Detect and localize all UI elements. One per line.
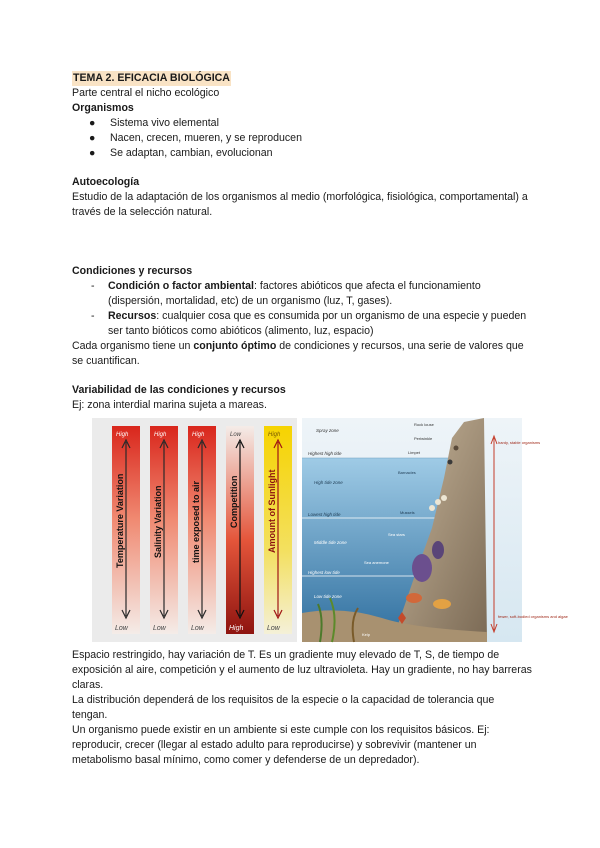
bar-top-label: High (192, 432, 205, 438)
zone-label: High tide zone (314, 480, 343, 485)
autoecologia-heading: Autoecología (72, 176, 140, 188)
condiciones-paragraph: Cada organismo tiene un conjunto óptimo de condiciones y recursos, una serie de valores que se cuantifican. (72, 340, 524, 367)
bar-top-label: High (268, 432, 281, 438)
zone-label: Highest high tide (308, 451, 342, 456)
condiciones-list (72, 279, 532, 339)
bullet-icon: ● (89, 147, 96, 159)
organism-label: Periwinkle (414, 436, 433, 441)
organism-label: Sea stars (388, 532, 405, 537)
list-item: ● Nacen, crecen, mueren, y se reproducen (89, 132, 302, 144)
zone-label: Lowest high tide (308, 512, 341, 517)
list-item: ● Sistema vivo elemental (89, 117, 219, 129)
organism-label: Limpet (408, 450, 421, 455)
organism-label: Sea anemone (364, 560, 389, 565)
bar-bottom-label: Low (153, 625, 166, 632)
list-item: - Recursos: cualquier cosa que es consumida por un organismo de una especie y pueden ser tanto bióticos como abióticos (alimento, luz, espacio) (91, 310, 527, 337)
condiciones-heading: Condiciones y recursos (72, 265, 193, 277)
document-title: TEMA 2. EFICACIA BIOLÓGICA (73, 72, 230, 84)
salinity-variation-label: Salinity Variation (153, 485, 163, 558)
intertidal-figure (92, 418, 568, 642)
temperature-variation-label: Temperature Variation (115, 473, 125, 568)
subtitle: Parte central el nicho ecológico (72, 87, 220, 99)
bar-top-label: Low (230, 432, 242, 438)
bar-bottom-label: Low (267, 625, 280, 632)
side-label-bottom: fewer, soft-bodied organisms and algae (498, 614, 568, 619)
bar-bottom-label: Low (191, 625, 204, 632)
bullet-icon: ● (89, 132, 96, 144)
bar-top-label: High (154, 432, 167, 438)
bar-top-label: High (116, 432, 129, 438)
organism-label: Kelp (362, 632, 371, 637)
autoecologia-text: Estudio de la adaptación de los organismos al medio (morfológica, fisiológica, comportamental) a través de la selección natural. (72, 191, 528, 218)
bar-bottom-label: Low (115, 625, 128, 632)
organism-label: Mussels (400, 510, 415, 515)
closing-paragraph-1: Espacio restringido, hay variación de T. Es un gradiente muy elevado de T, S, de tiempo de exposición al aire, competición y el aumento de luz ultravioleta. Hay un gradiente, no hay barreras claras. (72, 649, 532, 691)
organismos-list (72, 116, 532, 161)
competition-label: Competition (229, 475, 239, 528)
list-item: - Condición o factor ambiental: factores abióticos que afecta el funcionamiento (dispersión, mortalidad, etc) de un organismo (luz, T, gases). (91, 280, 481, 307)
document-page (72, 71, 568, 768)
sunlight-label: Amount of Sunlight (267, 469, 277, 553)
organism-label: Rock louse (414, 422, 434, 427)
closing-paragraph-3: Un organismo puede existir en un ambiente si este cumple con los requisitos básicos. Ej: reproducir, crecer (llegar al estado adulto para reproducirse) y sobrevivir (mantener un metabolismo basal mínimo, como comer y defenderse de un depredador). (72, 724, 490, 766)
time-exposed-label: time exposed to air (191, 480, 201, 563)
organism-label: Barnacles (398, 470, 416, 475)
zone-label: Highest low tide (308, 570, 340, 575)
bar-bottom-label: High (229, 625, 244, 632)
zone-label: Spray zone (316, 428, 339, 433)
closing-paragraph-2: La distribución dependerá de los requisitos de la especie o la capacidad de tolerancia que tengan. (72, 694, 495, 721)
bullet-icon: ● (89, 117, 96, 129)
variabilidad-example: Ej: zona interdial marina sujeta a mareas. (72, 399, 267, 411)
intertidal-illustration (92, 418, 568, 642)
organismos-heading: Organismos (72, 102, 134, 114)
zone-label: Middle tide zone (314, 540, 347, 545)
variabilidad-heading: Variabilidad de las condiciones y recursos (72, 384, 286, 396)
zone-label: Low tide zone (314, 594, 342, 599)
list-item: ● Se adaptan, cambian, evolucionan (89, 147, 273, 159)
side-label-top: hardy, stable organisms (498, 440, 541, 445)
